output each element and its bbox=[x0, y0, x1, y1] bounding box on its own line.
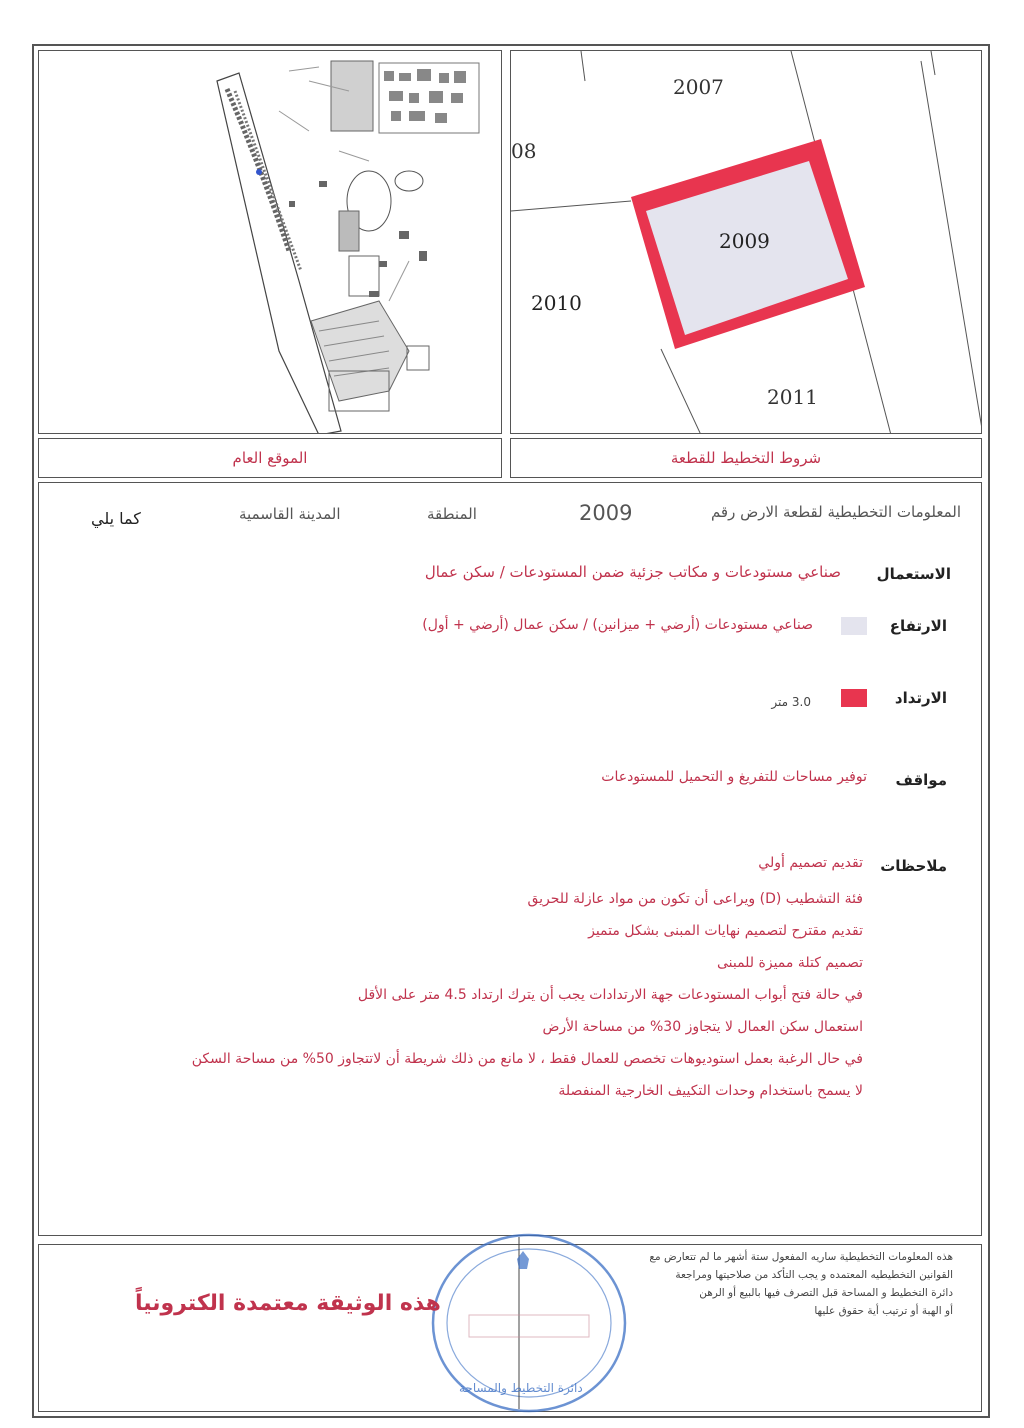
as-follows-text: كما يلي bbox=[91, 509, 141, 528]
parking-label: مواقف bbox=[895, 771, 947, 789]
footer-section bbox=[38, 1244, 982, 1412]
note-item: تصميم كتلة مميزة للمبنى bbox=[716, 955, 863, 971]
region-label: المنطقة bbox=[427, 505, 477, 523]
setback-label: الارتداد bbox=[894, 689, 947, 707]
plot-label-2011: 2011 bbox=[767, 385, 818, 409]
setback-value: 3.0 متر bbox=[771, 695, 811, 709]
note-item: في حال الرغبة بعمل استوديوهات تخصص للعمال فقط ، لا مانع من ذلك شريطة أن لاتتجاوز 50% من مساحة السكن bbox=[191, 1051, 863, 1067]
note-item: تقديم مقترح لتصميم نهايات المبنى بشكل متميز bbox=[588, 923, 863, 939]
height-value: صناعي مستودعات (أرضي + ميزانين) / سكن عمال (أرضي + أول) bbox=[422, 617, 813, 633]
plot-label-2007: 2007 bbox=[673, 75, 724, 99]
note-item: فئة التشطيب (D) ويراعى أن تكون من مواد عازلة للحريق bbox=[527, 891, 863, 907]
note-item: استعمال سكن العمال لا يتجاوز 30% من مساحة الأرض bbox=[542, 1019, 863, 1035]
disclaimer-line: القوانين التخطيطيه المعتمده و يجب التأكد من صلاحيتها ومراجعة bbox=[675, 1269, 953, 1281]
disclaimer-line: دائرة التخطيط و المساحة قبل التصرف فيها بالبيع أو الرهن bbox=[699, 1287, 953, 1299]
note-item: في حالة فتح أبواب المستودعات جهة الارتدادات يجب أن يترك ارتداد 4.5 متر على الأقل bbox=[357, 987, 863, 1003]
site-map-drawing bbox=[39, 51, 502, 434]
stamp-text: دائرة التخطيط والمساحة bbox=[459, 1381, 583, 1395]
plot-label-2010: 2010 bbox=[531, 291, 582, 315]
plot-planning-map bbox=[510, 50, 982, 434]
planning-info-section bbox=[38, 482, 982, 1236]
plot-number: 2009 bbox=[579, 501, 633, 525]
setback-swatch bbox=[841, 689, 867, 707]
note-item: تقديم تصميم أولي bbox=[758, 855, 863, 871]
disclaimer-line: أو الهبة أو ترتيب أية حقوق عليها bbox=[814, 1305, 953, 1317]
disclaimer-line: هذه المعلومات التخطيطية ساريه المفعول ستة أشهر ما لم تتعارض مع bbox=[649, 1251, 953, 1263]
region-value: المدينة القاسمية bbox=[239, 505, 341, 523]
usage-value: صناعي مستودعات و مكاتب جزئية ضمن المستودعات / سكن عمال bbox=[424, 563, 841, 581]
official-stamp bbox=[429, 1231, 629, 1415]
info-header-text: المعلومات التخطيطية لقطعة الارض رقم bbox=[710, 503, 961, 521]
electronic-document-notice: هذه الوثيقة معتمدة الكترونياً bbox=[135, 1291, 441, 1316]
plot-label-2008: 08 bbox=[511, 139, 537, 163]
height-label: الارتفاع bbox=[889, 617, 947, 635]
parking-value: توفير مساحات للتفريغ و التحميل للمستودعات bbox=[601, 769, 867, 785]
plot-planning-caption: شروط التخطيط للقطعة bbox=[510, 438, 982, 478]
usage-label: الاستعمال bbox=[876, 565, 951, 583]
note-item: لا يسمح باستخدام وحدات التكييف الخارجية المنفصلة bbox=[558, 1083, 863, 1099]
height-swatch bbox=[841, 617, 867, 635]
general-location-caption: الموقع العام bbox=[38, 438, 502, 478]
plot-label-2009: 2009 bbox=[719, 229, 770, 253]
notes-label: ملاحظات bbox=[880, 857, 947, 875]
general-location-map bbox=[38, 50, 502, 434]
